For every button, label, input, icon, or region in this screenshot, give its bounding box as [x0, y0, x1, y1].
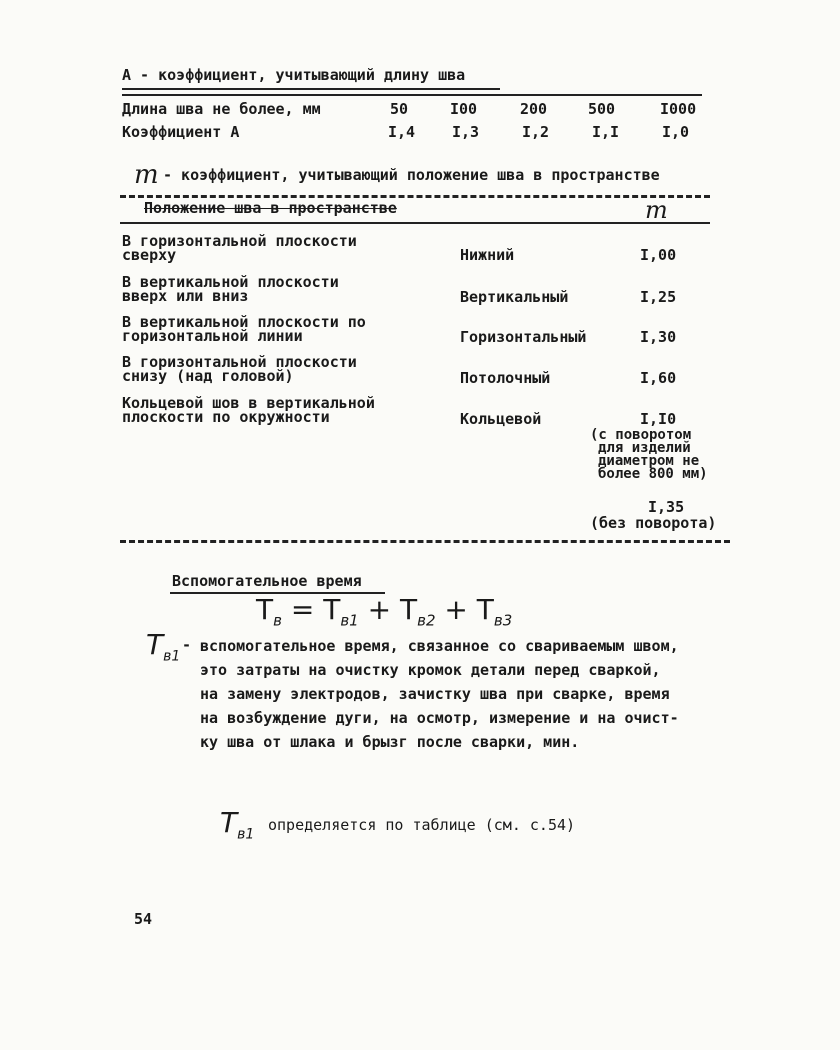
aux-line5: ку шва от шлака и брызг после сварки, мин.: [200, 733, 580, 751]
coef-m-row3-line1: В вертикальной плоскости по: [122, 313, 366, 331]
coef-a-length-200: 200: [520, 100, 548, 118]
aux-line2: это затраты на очистку кромок детали перед сваркой,: [200, 661, 661, 679]
coef-m-title: - коэффициент, учитывающий положение шва в пространстве: [163, 166, 660, 184]
coef-m-row3-description: [122, 315, 366, 343]
coef-m-row1-type: Нижний: [460, 246, 515, 264]
coef-m-row1-value: I,00: [640, 246, 677, 264]
aux-time-symbol-2: $T_{в1}$: [220, 806, 255, 843]
aux-time-symbol: $T_{в1}$: [146, 628, 181, 665]
coef-m-row1-line1: В горизонтальной плоскости: [122, 232, 357, 250]
coef-m-header-rule: [120, 222, 710, 224]
aux-time-description: [200, 634, 760, 754]
coef-m-row2-value: I,25: [640, 288, 677, 306]
coef-m-ring-note: [590, 429, 708, 481]
page-number: 54: [134, 910, 153, 928]
coef-m-row5-description: [122, 396, 375, 424]
coef-a-row1-label: Длина шва не более, мм: [122, 100, 321, 118]
coef-m-table-bottom-dashes: [120, 540, 730, 543]
coef-m-row5-line1: Кольцевой шов в вертикальной: [122, 394, 375, 412]
coef-a-row2-label: Коэффициент А: [122, 123, 240, 141]
coef-a-value-5: I,0: [662, 123, 690, 141]
formula-lhs-sub: в: [273, 611, 282, 630]
aux-time-determined: определяется по таблице (см. с.54): [268, 816, 576, 834]
aux-time-dash: -: [182, 636, 192, 654]
coef-a-length-500: 500: [588, 100, 616, 118]
coef-m-symbol: m: [134, 160, 159, 190]
coef-a-value-3: I,2: [522, 123, 550, 141]
coef-m-row1-description: [122, 234, 357, 262]
coef-m-header-position: Положение шва в пространстве: [144, 199, 397, 217]
coef-a-length-50: 50: [390, 100, 409, 118]
coef-a-title-underline: [122, 88, 500, 90]
coef-a-value-4: I,I: [592, 123, 620, 141]
coef-m-ring-value2: I,35: [648, 498, 685, 516]
aux-line3: на замену электродов, зачистку шва при сварке, время: [200, 685, 670, 703]
coef-m-row3-type: Горизонтальный: [460, 328, 587, 346]
coef-m-ring-note2: (без поворота): [590, 514, 717, 532]
coef-a-value-2: I,3: [452, 123, 480, 141]
coef-m-row3-value: I,30: [640, 328, 677, 346]
coef-m-row5-line2: плоскости по окружности: [122, 408, 330, 426]
coef-m-row4-line1: В горизонтальной плоскости: [122, 353, 357, 371]
coef-m-row4-description: [122, 355, 357, 383]
coef-m-row4-type: Потолочный: [460, 369, 551, 387]
coef-a-table-top-rule: [122, 94, 702, 96]
aux-time-formula: $T_в = T_{в1} + T_{в2} + T_{в3}$: [256, 593, 513, 630]
coef-a-length-100: I00: [450, 100, 478, 118]
coef-m-row5-value: I,I0: [640, 410, 677, 428]
coef-m-header-symbol: m: [645, 196, 668, 224]
coef-a-length-1000: I000: [660, 100, 697, 118]
coef-m-row2-description: [122, 275, 339, 303]
ring-note-line1: (с поворотом: [590, 427, 692, 443]
ring-note-line4: более 800 мм): [598, 466, 708, 482]
coef-m-row2-line2: вверх или вниз: [122, 287, 249, 305]
coef-m-row4-value: I,60: [640, 369, 677, 387]
aux-time-heading: Вспомогательное время: [172, 572, 362, 590]
ring-note-line3: диаметром не: [598, 453, 700, 469]
coef-m-row2-type: Вертикальный: [460, 288, 569, 306]
coef-m-row5-type: Кольцевой: [460, 410, 542, 428]
coef-m-table-top-dashes: [120, 195, 710, 198]
ring-note-line2: для изделий: [598, 440, 691, 456]
coef-a-value-1: I,4: [388, 123, 416, 141]
coef-m-row2-line1: В вертикальной плоскости: [122, 273, 339, 291]
aux-line4: на возбуждение дуги, на осмотр, измерение и на очист-: [200, 709, 679, 727]
coef-m-row4-line2: снизу (над головой): [122, 367, 294, 385]
aux-line1: вспомогательное время, связанное со свариваемым швом,: [200, 637, 679, 655]
coef-m-row1-line2: сверху: [122, 246, 177, 264]
coef-a-title: А - коэффициент, учитывающий длину шва: [122, 66, 466, 84]
coef-m-row3-line2: горизонтальной линии: [122, 327, 303, 345]
